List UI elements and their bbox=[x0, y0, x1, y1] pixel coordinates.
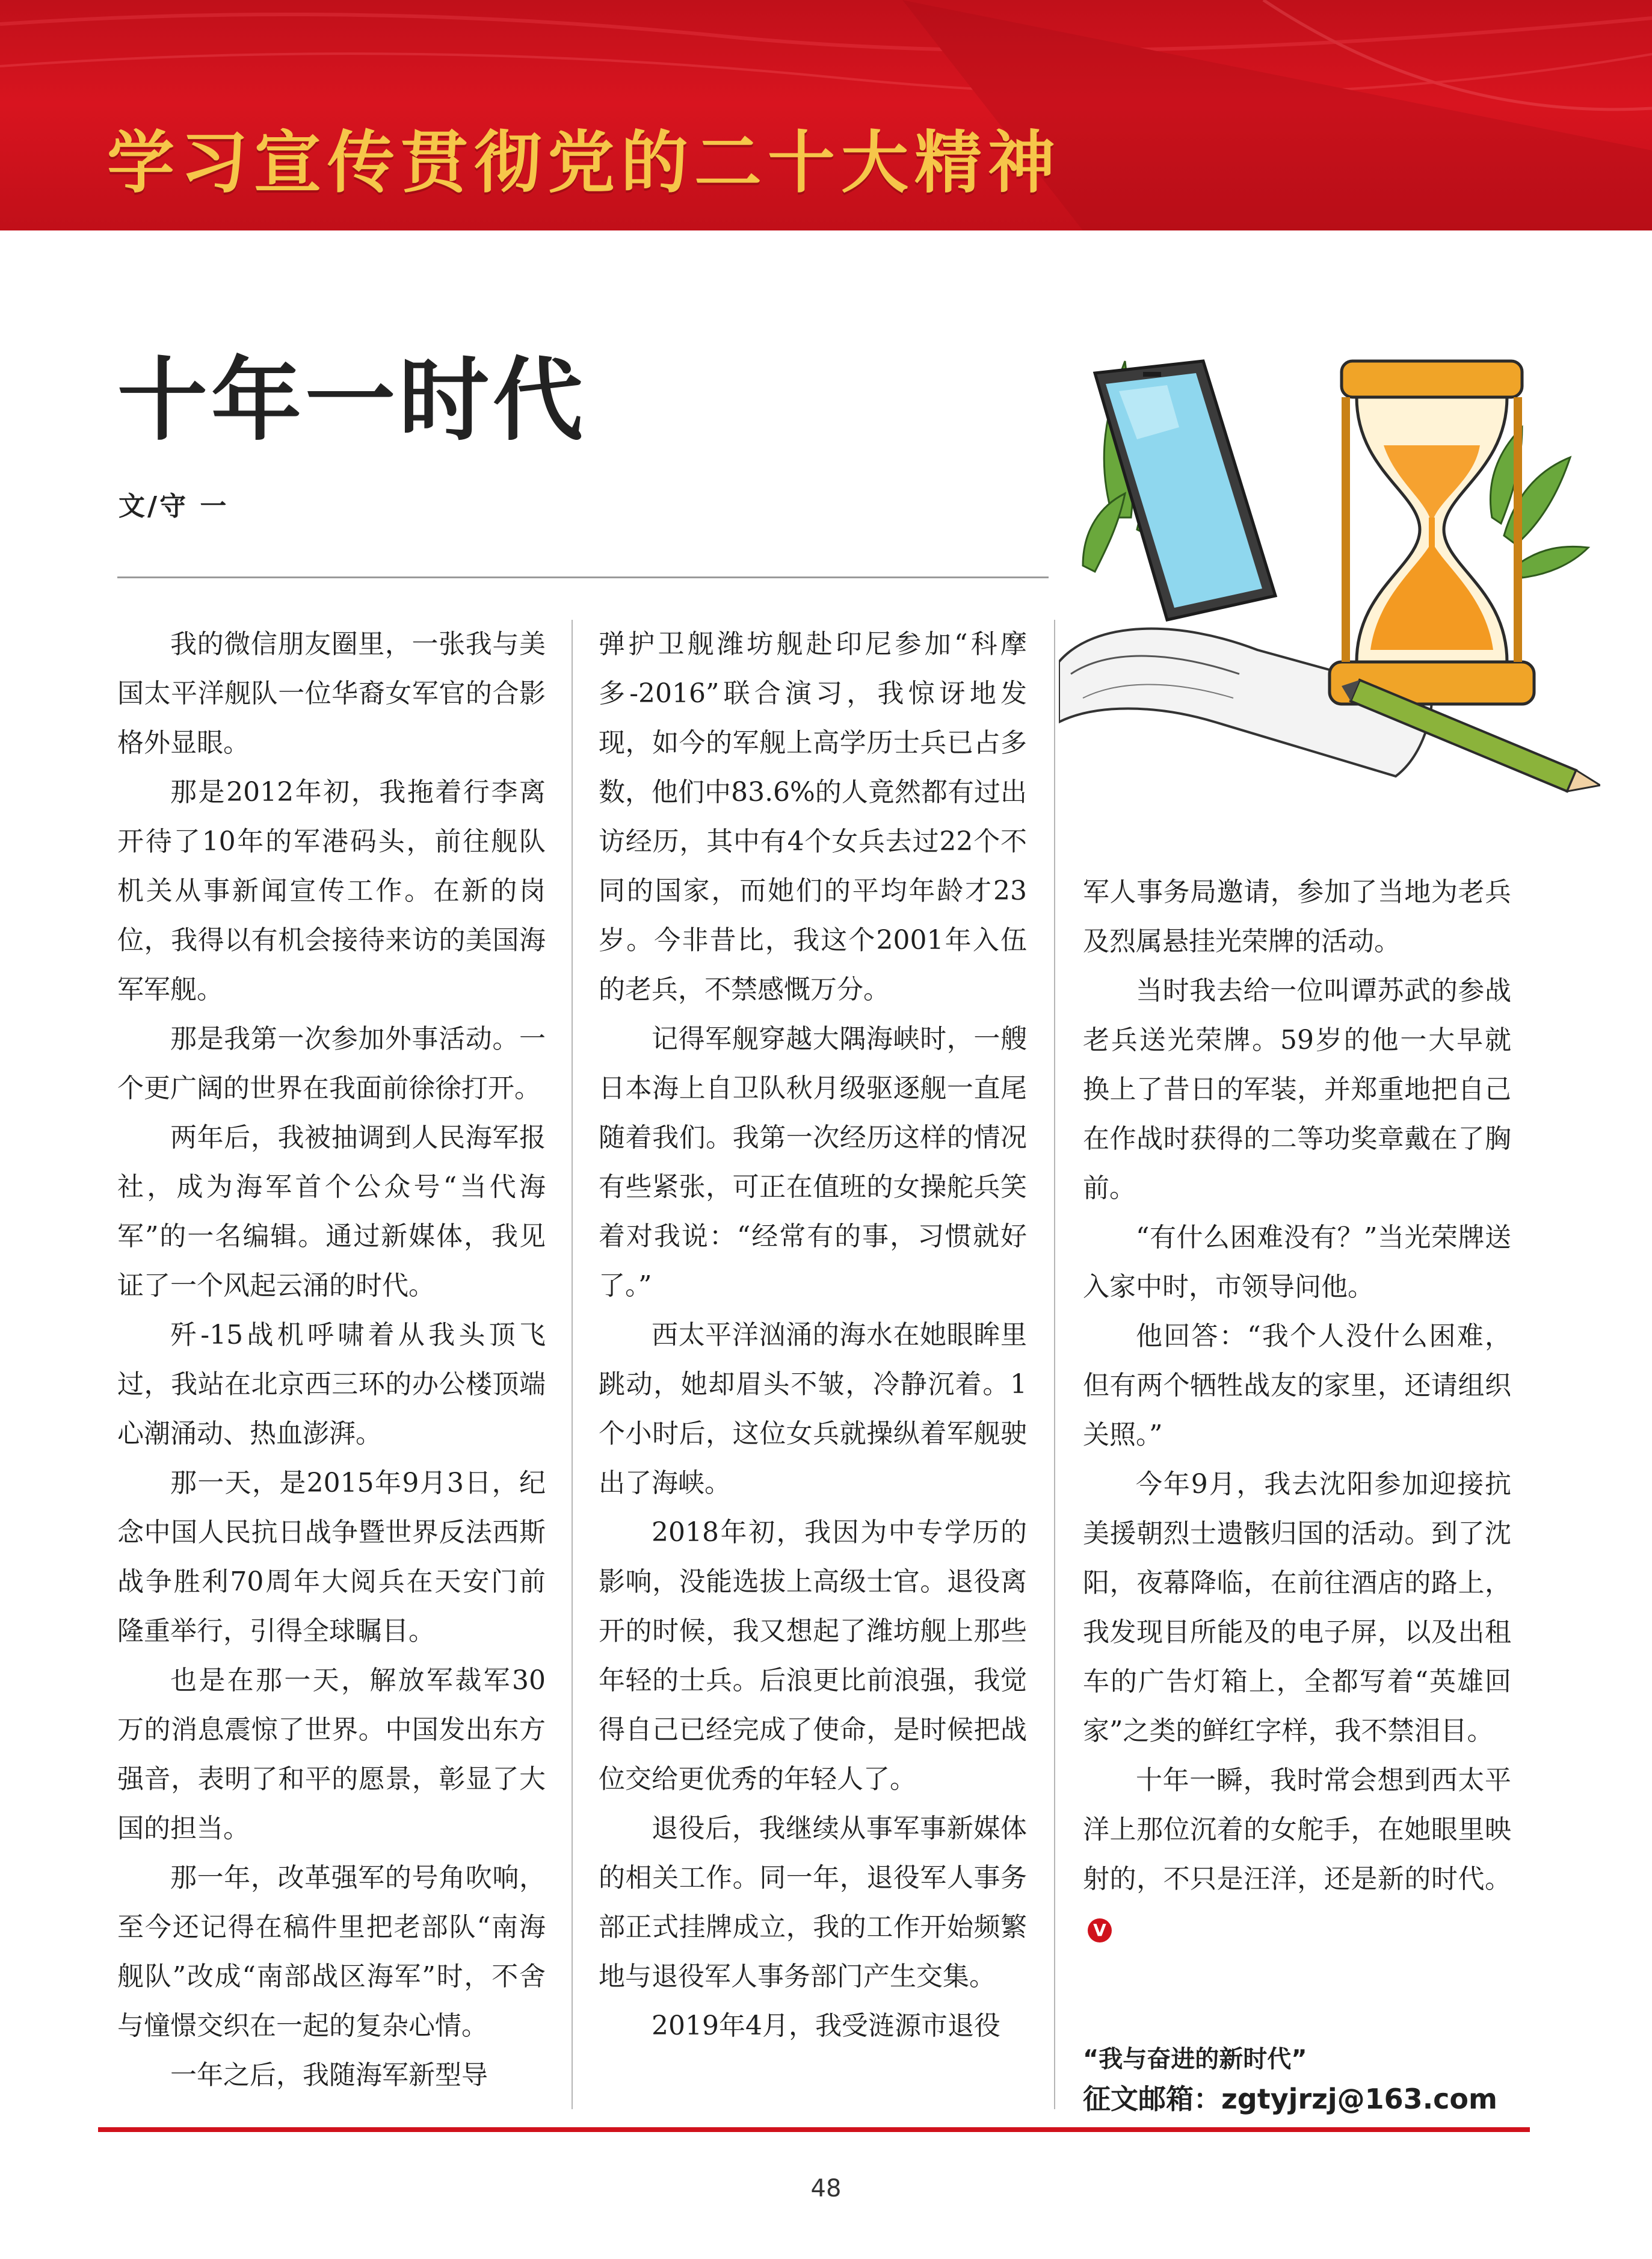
banner-title: 学习宣传贯彻党的二十大精神 bbox=[107, 124, 1061, 202]
hourglass bbox=[1330, 361, 1534, 704]
paragraph: 当时我去给一位叫谭苏武的参战老兵送光荣牌。59岁的他一大早就换上了昔日的军装，并郑重地把自己在作战时获得的二等功奖章戴在了胸前。 bbox=[1083, 975, 1511, 1204]
paragraph: 他回答：“我个人没什么困难，但有两个牺牲战友的家里，还请组织关照。” bbox=[1083, 1321, 1511, 1450]
paragraph: 2018年初，我因为中专学历的影响，没能选拔上高级士官。退役离开的时候，我又想起了潍坊舰上那些年轻的士兵。后浪更比前浪强，我觉得自己已经完成了使命，是时候把战位交给更优秀的年轻人了。 bbox=[599, 1517, 1027, 1794]
paragraph: 退役后，我继续从事军事新媒体的相关工作。同一年，退役军人事务部正式挂牌成立，我的工作开始频繁地与退役军人事务部门产生交集。 bbox=[599, 1813, 1027, 1992]
paragraph: 那是2012年初，我拖着行李离开待了10年的军港码头，前往舰队机关从事新闻宣传工作。在新的岗位，我得以有机会接待来访的美国海军军舰。 bbox=[117, 777, 546, 1005]
paragraph: 2019年4月，我受涟源市退役 bbox=[652, 2010, 1000, 2041]
submission-email: 征文邮箱：zgtyjrzj@163.com bbox=[1083, 2083, 1497, 2115]
paragraph: 西太平洋汹涌的海水在她眼眸里跳动，她却眉头不皱，冷静沉着。1个小时后，这位女兵就操纵着军舰驶出了海峡。 bbox=[599, 1320, 1027, 1498]
header-divider bbox=[117, 576, 1049, 578]
call-for-submissions-title: “我与奋进的新时代” bbox=[1083, 2045, 1307, 2073]
paragraph: 两年后，我被抽调到人民海军报社，成为海军首个公众号“当代海军”的一名编辑。通过新媒体，我见证了一个风起云涌的时代。 bbox=[117, 1122, 546, 1301]
top-banner bbox=[0, 0, 1652, 230]
paragraph: 那一年，改革强军的号角吹响，至今还记得在稿件里把老部队“南海舰队”改成“南部战区海军”时，不舍与憧憬交织在一起的复杂心情。 bbox=[117, 1862, 546, 2041]
paragraph: 我的微信朋友圈里，一张我与美国太平洋舰队一位华裔女军官的合影格外显眼。 bbox=[117, 629, 546, 758]
byline: 文/守 一 bbox=[119, 491, 229, 522]
paragraph: “有什么困难没有？”当光荣牌送入家中时，市领导问他。 bbox=[1083, 1222, 1511, 1302]
paragraph: 今年9月，我去沈阳参加迎接抗美援朝烈士遗骸归国的活动。到了沈阳，夜幕降临，在前往酒店的路上，我发现目所能及的电子屏，以及出租车的广告灯箱上，全都写着“英雄回家”之类的鲜红字样，我不禁泪目。 bbox=[1083, 1469, 1511, 1746]
paragraph-text: 十年一瞬，我时常会想到西太平洋上那位沉着的女舵手，在她眼里映射的，不只是汪洋，还是新的时代。 bbox=[1083, 1765, 1511, 1894]
article-title: 十年一时代 bbox=[117, 347, 587, 453]
paragraph: 记得军舰穿越大隅海峡时，一艘日本海上自卫队秋月级驱逐舰一直尾随着我们。我第一次经历这样的情况有些紧张，可正在值班的女操舵兵笑着对我说：“经常有的事，习惯就好了。” bbox=[599, 1024, 1027, 1301]
footer-divider bbox=[98, 2127, 1530, 2132]
paragraph: 那一天，是2015年9月3日，纪念中国人民抗日战争暨世界反法西斯战争胜利70周年大阅兵在天安门前隆重举行，引得全球瞩目。 bbox=[117, 1468, 546, 1646]
paragraph: 歼-15战机呼啸着从我头顶飞过，我站在北京西三环的办公楼顶端心潮涌动、热血澎湃。 bbox=[117, 1320, 546, 1449]
article-column-1 bbox=[117, 620, 546, 2100]
column-divider bbox=[572, 620, 573, 2109]
paragraph: 那是我第一次参加外事活动。一个更广阔的世界在我面前徐徐打开。 bbox=[117, 1024, 546, 1104]
article-column-2 bbox=[599, 620, 1027, 2051]
page-number: 48 bbox=[810, 2175, 842, 2202]
paragraph: 一年之后，我随海军新型导 bbox=[170, 2060, 488, 2091]
end-mark-icon: V bbox=[1088, 1918, 1112, 1942]
article-column-3 bbox=[1083, 868, 1511, 1953]
paragraph: 也是在那一天，解放军裁军30万的消息震惊了世界。中国发出东方强音，表明了和平的愿景，彰显了大国的担当。 bbox=[117, 1665, 546, 1844]
paragraph: 弹护卫舰潍坊舰赴印尼参加“科摩多-2016”联合演习，我惊讶地发现，如今的军舰上高学历士兵已占多数，他们中83.6%的人竟然都有过出访经历，其中有4个女兵去过22个不同的国家，而她们的平均年龄才23岁。今非昔比，我这个2001年入伍的老兵，不禁感慨万分。 bbox=[599, 629, 1027, 1005]
paragraph bbox=[1083, 1756, 1511, 1953]
hourglass-phone-illustration bbox=[1059, 337, 1600, 824]
column-divider bbox=[1054, 620, 1055, 2109]
paragraph: 军人事务局邀请，参加了当地为老兵及烈属悬挂光荣牌的活动。 bbox=[1083, 877, 1511, 957]
